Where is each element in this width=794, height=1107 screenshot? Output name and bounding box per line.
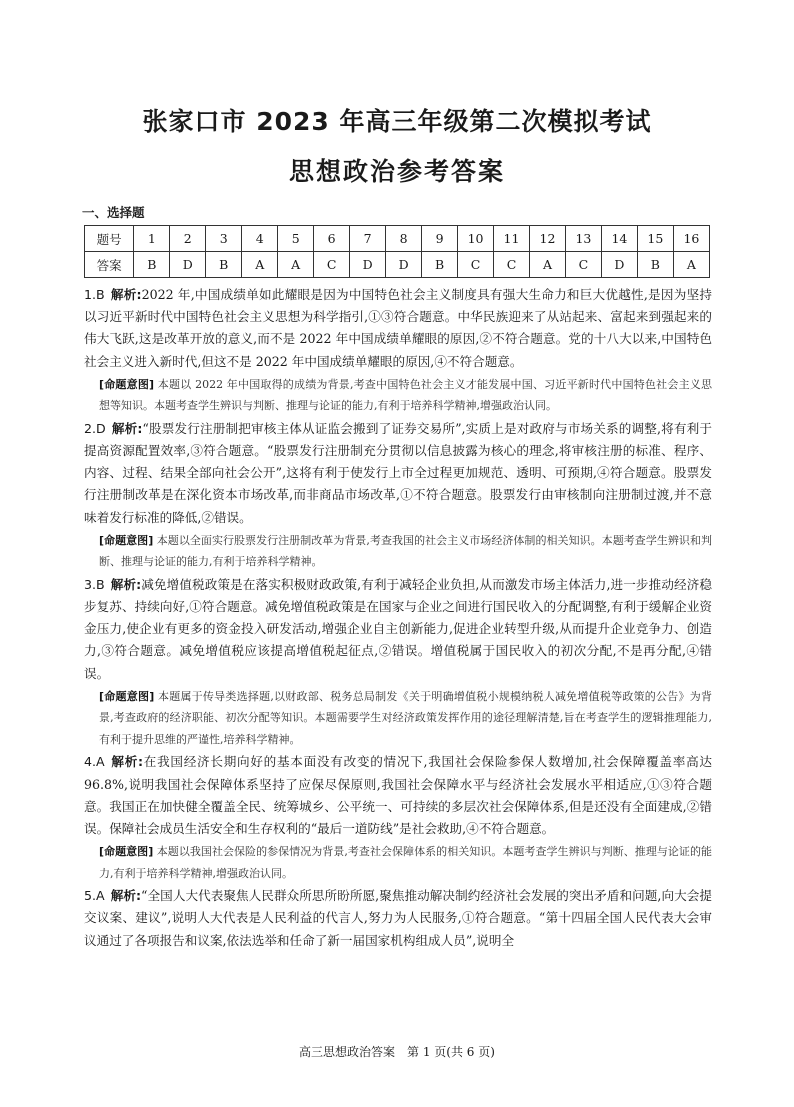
answer-cell: A [673,252,709,278]
intent-label: [命题意图] [99,533,154,547]
question-number: 5.A [84,888,105,904]
explanation-body: 2022 年,中国成绩单如此耀眼是因为中国特色社会主义制度具有强大生命力和巨大优越性,是因为坚持以习近平新时代中国特色社会主义思想为科学指引,①③符合题意。中华民族迎来了从站起来、富起来到强起来的伟大飞跃,这是改革开放的意义,而不是 2022 年中国成绩单耀眼的原因,②不符合题意。党的十八大以来,中国特色社会主义进入新时代,但这不是 2022 年中国成绩单耀眼的原因,④不符合题意。 [84,287,712,369]
explanation-body: 在我国经济长期向好的基本面没有改变的情况下,我国社会保险参保人数增加,社会保障覆盖率高达 96.8%,说明我国社会保障体系坚持了应保尽保原则,我国社会保障水平与经济社会发展水平相适应,①③符合题意。我国正在加快健全覆盖全民、统筹城乡、公平统一、可持续的多层次社会保障体系,但是还没有全面建成,②错误。保障社会成员生活安全和生存权利的“最后一道防线”是社会救助,④不符合题意。 [84,754,712,836]
explanation-body: 减免增值税政策是在落实积极财政政策,有利于减轻企业负担,从而激发市场主体活力,进一步推动经济稳步复苏、持续向好,①符合题意。减免增值税政策是在国家与企业之间进行国民收入的分配调整,有利于缓解企业资金压力,使企业有更多的资金投入研发活动,增强企业自主创新能力,促进企业转型升级,从而提升企业竞争力、创造力,③符合题意。减免增值税应该提高增值税起征点,②错误。增值税属于国民收入的初次分配,不是再分配,④错误。 [84,576,712,681]
intent-label: [命题意图] [99,689,155,703]
question-number-cell: 16 [673,226,709,252]
explanation-body: “股票发行注册制把审核主体从证监会搬到了证券交易所”,实质上是对政府与市场关系的调整,将有利于提高资源配置效率,③符合题意。“股票发行注册制充分贯彻以信息披露为核心的理念,将审核注册的标准、程序、内容、过程、结果全部向社会公开”,这将有利于使发行上市全过程更加规范、透明、可预期,④符合题意。股票发行注册制改革是在深化资本市场改革,而非商品市场改革,①不符合题意。股票发行由审核制向注册制过渡,并不意味着发行标准的降低,②错误。 [84,420,712,525]
explanation-text [84,418,712,529]
jiexi-label: 解析: [110,754,144,770]
question-number: 1.B [84,287,105,302]
intent-body: 本题以我国社会保险的参保情况为背景,考查社会保障体系的相关知识。本题考查学生辨识与判断、推理与论证的能力,有利于培养科学精神,增强政治认同。 [99,845,712,880]
question-explanation [84,418,712,573]
answer-cell: B [637,252,673,278]
question-number-cell: 15 [637,226,673,252]
question-intent [84,374,712,417]
answer-cell: B [134,252,170,278]
explanations [84,284,712,953]
question-number-cell: 5 [278,226,314,252]
question-number-cell: 12 [529,226,565,252]
intent-label: [命题意图] [99,377,155,391]
question-intent [84,841,712,884]
question-number-cell: 9 [422,226,458,252]
question-number: 3.B [84,576,105,592]
intent-label: [命题意图] [99,845,154,859]
intent-body: 本题以 2022 年中国取得的成绩为背景,考查中国特色社会主义才能发展中国、习近平新时代中国特色社会主义思想等知识。本题考查学生辨识与判断、推理与论证的能力,有利于培养科学精神,增强政治认同。 [99,377,712,413]
question-intent [84,530,712,573]
answer-cell: D [350,252,386,278]
table-header-number-label: 题号 [85,226,134,252]
question-intent [84,686,712,751]
explanation-text [84,574,712,685]
page-subtitle: 思想政治参考答案 [288,157,505,186]
question-number-cell: 14 [601,226,637,252]
table-header-answer-label: 答案 [85,252,134,278]
answer-cell: B [206,252,242,278]
page-footer: 高三思想政治答案 第 1 页(共 6 页) [299,1045,495,1059]
answer-cell: B [422,252,458,278]
jiexi-label: 解析: [110,888,142,904]
question-number-cell: 8 [386,226,422,252]
jiexi-label: 解析: [110,287,142,302]
explanation-body: “全国人大代表聚焦人民群众所思所盼所愿,聚焦推动解决制约经济社会发展的突出矛盾和问题,向大会提交议案、建议”,说明人大代表是人民利益的代言人,努力为人民服务,①符合题意。“第十四届全国人民代表大会审议通过了各项报告和议案,依法选举和任命了新一届国家机构组成人员”,说明全 [84,888,712,948]
answer-cell: A [242,252,278,278]
question-number: 2.D [84,420,106,436]
question-explanation [84,751,712,884]
answer-cell: D [170,252,206,278]
answer-cell: A [278,252,314,278]
answer-cell: D [386,252,422,278]
answer-table-number-row [85,226,710,252]
question-explanation [84,885,712,952]
question-number-cell: 2 [170,226,206,252]
question-number-cell: 11 [494,226,530,252]
question-number-cell: 7 [350,226,386,252]
question-number-cell: 10 [458,226,494,252]
section-heading: 一、选择题 [82,205,145,220]
question-explanation [84,284,712,417]
page-title: 张家口市 2023 年高三年级第二次模拟考试 [142,107,652,136]
question-number-cell: 4 [242,226,278,252]
jiexi-label: 解析: [110,576,142,592]
answer-cell: D [601,252,637,278]
explanation-text [84,751,712,840]
question-explanation [84,574,712,751]
answer-cell: C [314,252,350,278]
answer-cell: C [458,252,494,278]
jiexi-label: 解析: [111,420,143,436]
answer-cell: C [565,252,601,278]
explanation-text [84,284,712,373]
answer-cell: A [529,252,565,278]
answer-cell: C [494,252,530,278]
question-number-cell: 6 [314,226,350,252]
question-number-cell: 13 [565,226,601,252]
question-number: 4.A [84,754,105,770]
explanation-text [84,885,712,952]
intent-body: 本题以全面实行股票发行注册制改革为背景,考查我国的社会主义市场经济体制的相关知识。本题考查学生辨识和判断、推理与论证的能力,有利于培养科学精神。 [99,533,712,569]
intent-body: 本题属于传导类选择题,以财政部、税务总局制发《关于明确增值税小规模纳税人减免增值税等政策的公告》为背景,考查政府的经济职能、初次分配等知识。本题需要学生对经济政策发挥作用的途径理解清楚,旨在考查学生的逻辑推理能力,有利于提升思维的严谨性,培养科学精神。 [99,689,712,746]
question-number-cell: 1 [134,226,170,252]
answer-table-answer-row [85,252,710,278]
question-number-cell: 3 [206,226,242,252]
answer-table [84,225,710,278]
